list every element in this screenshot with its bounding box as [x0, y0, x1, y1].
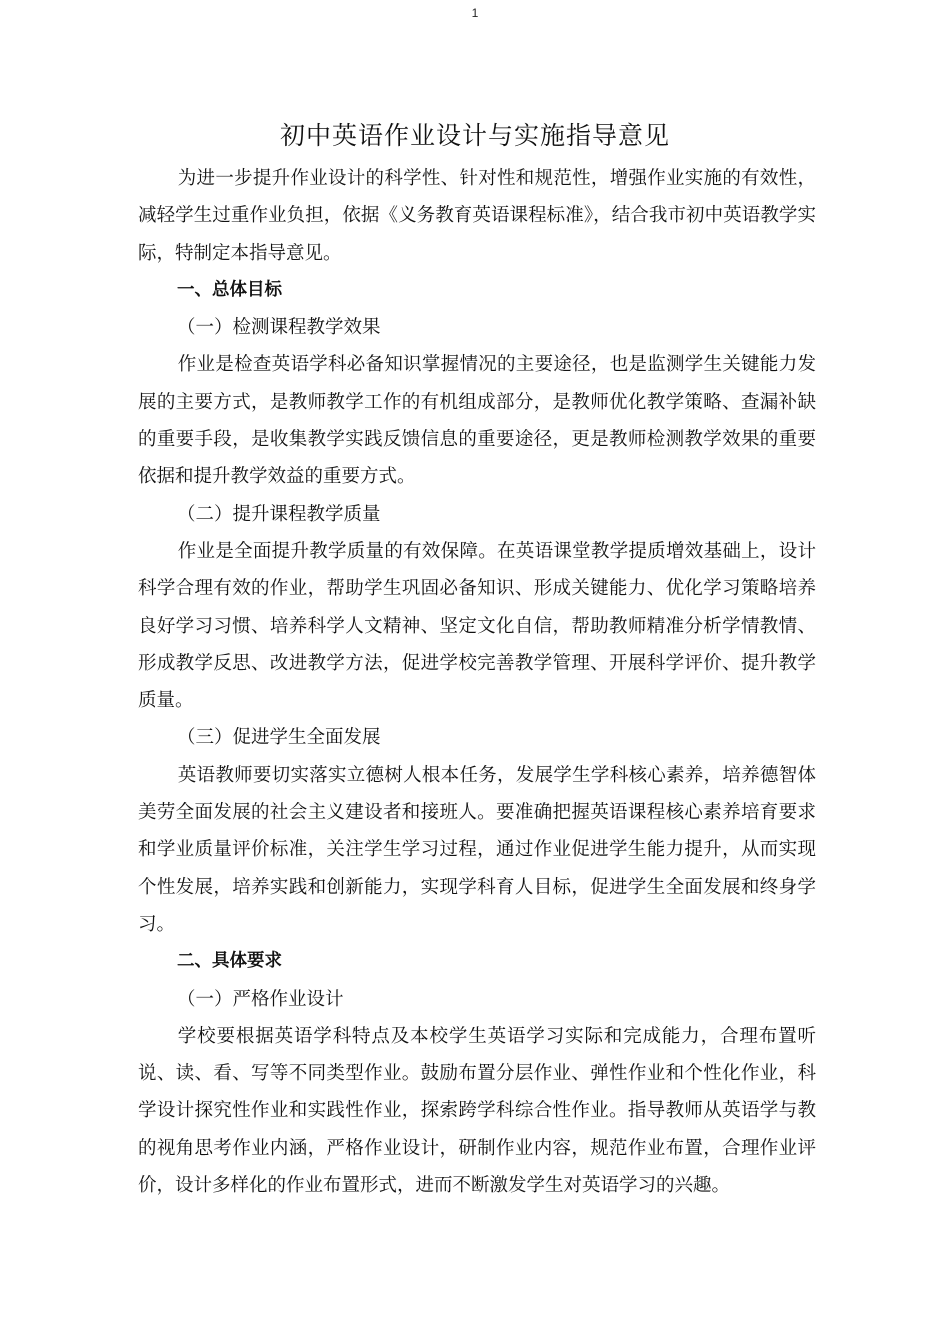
section-1-2-heading: （二）提升课程教学质量	[177, 503, 381, 525]
section-1-heading: 一、总体目标	[177, 279, 282, 300]
section-1-1-paragraph: 作业是检查英语学科必备知识掌握情况的主要途径，也是监测学生关键能力发展的主要方式，是教师教学工作的有机组成部分，是教师优化教学策略、查漏补缺的重要手段，是收集教学实践反馈信息的重要途径，更是教师检测教学效果的重要依据和提升教学效益的重要方式。	[138, 354, 816, 488]
section-1-2-paragraph: 作业是全面提升教学质量的有效保障。在英语课堂教学提质增效基础上，设计科学合理有效的作业，帮助学生巩固必备知识、形成关键能力、优化学习策略培养良好学习习惯、培养科学人文精神、坚定文化自信，帮助教师精准分析学情教情、形成教学反思、改进教学方法，促进学校完善教学管理、开展科学评价、提升教学质量。	[138, 540, 816, 712]
section-2-heading: 二、具体要求	[177, 951, 282, 972]
intro-paragraph: 为进一步提升作业设计的科学性、针对性和规范性，增强作业实施的有效性，减轻学生过重作业负担，依据《义务教育英语课程标准》，结合我市初中英语教学实际，特制定本指导意见。	[138, 168, 816, 264]
section-2-1-heading: （一）严格作业设计	[177, 988, 344, 1010]
section-2-1-paragraph: 学校要根据英语学科特点及本校学生英语学习实际和完成能力，合理布置听说、读、看、写等不同类型作业。鼓励布置分层作业、弹性作业和个性化作业，科学设计探究性作业和实践性作业，探索跨学科综合性作业。指导教师从英语学与教的视角思考作业内涵，严格作业设计，研制作业内容，规范作业布置，合理作业评价，设计多样化的作业布置形式，进而不断激发学生对英语学习的兴趣。	[138, 1025, 816, 1197]
page-number: 1	[471, 6, 479, 20]
document-body	[138, 160, 816, 1204]
section-1-3-heading: （三）促进学生全面发展	[177, 727, 381, 749]
document-title: 初中英语作业设计与实施指导意见	[279, 121, 670, 150]
section-1-1-heading: （一）检测课程教学效果	[177, 317, 381, 339]
section-1-3-paragraph: 英语教师要切实落实立德树人根本任务，发展学生学科核心素养，培养德智体美劳全面发展的社会主义建设者和接班人。要准确把握英语课程核心素养培育要求和学业质量评价标准，关注学生学习过程，通过作业促进学生能力提升，从而实现个性发展，培养实践和创新能力，实现学科育人目标，促进学生全面发展和终身学习。	[138, 764, 816, 935]
